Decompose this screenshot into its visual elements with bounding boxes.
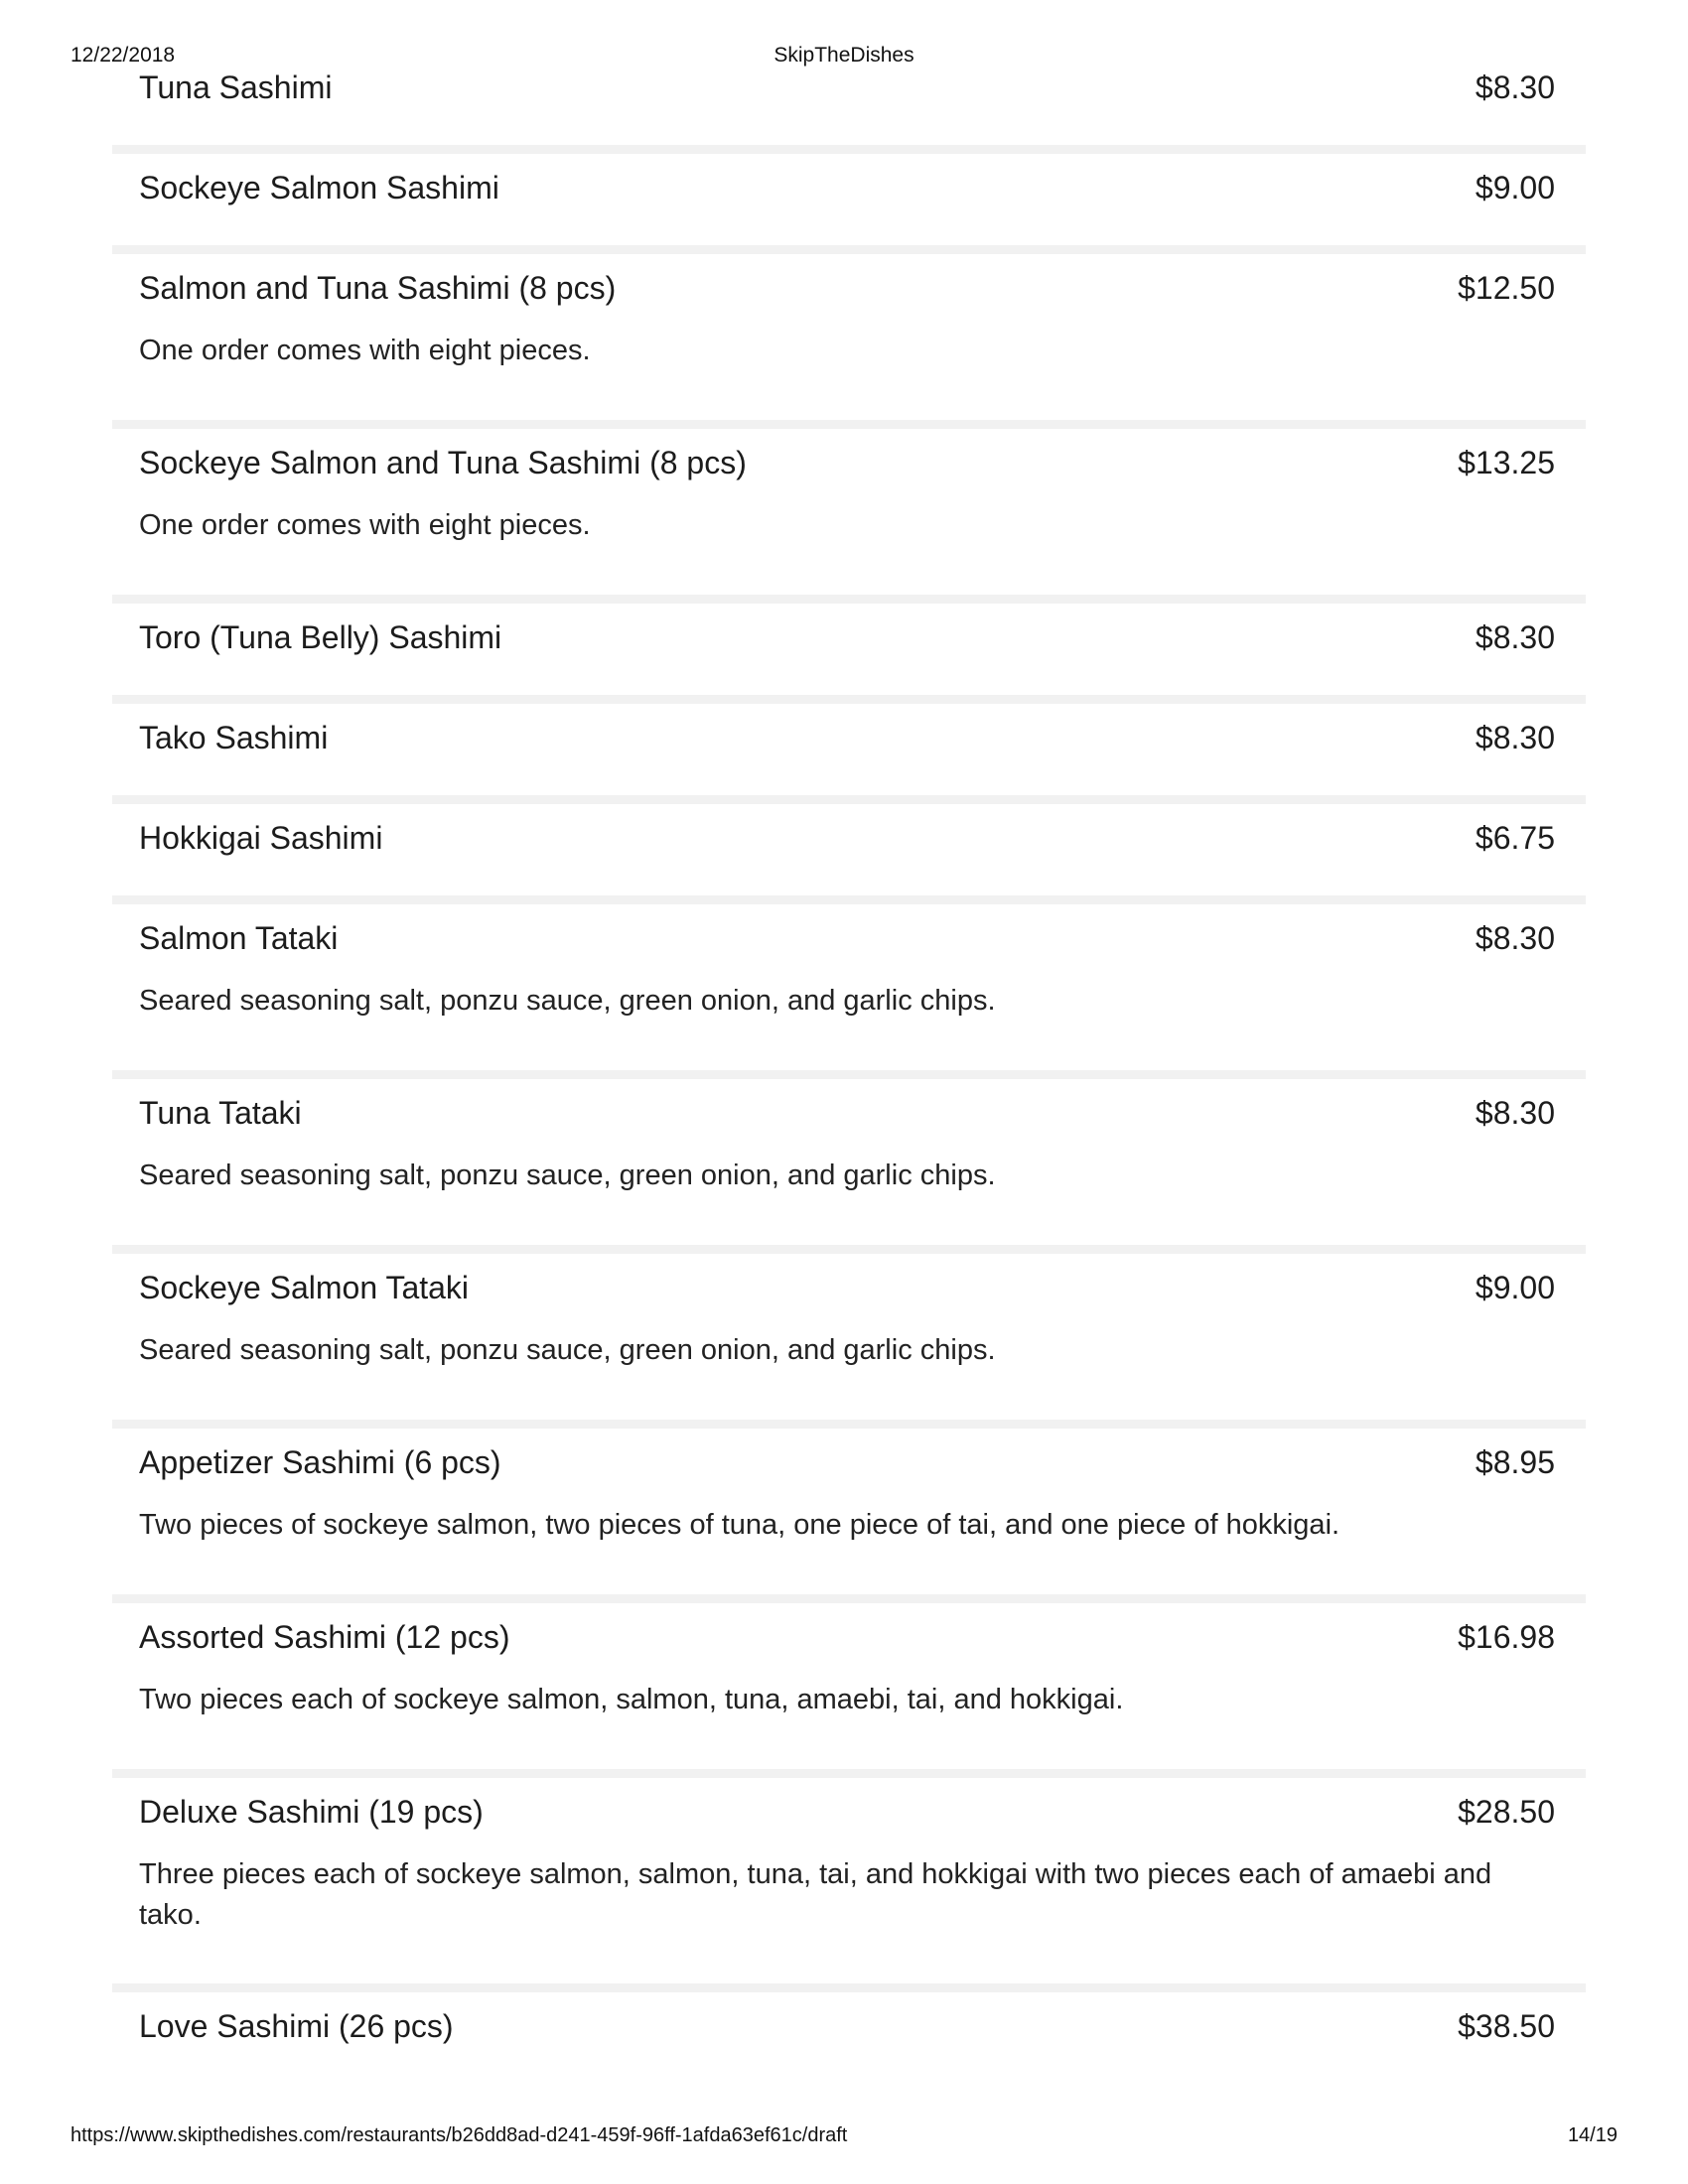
- menu-list: [112, 66, 1586, 2112]
- menu-item-price: $16.98: [1458, 1619, 1555, 1655]
- menu-item-name: Sockeye Salmon Tataki: [139, 1270, 470, 1305]
- menu-item-name: Assorted Sashimi (12 pcs): [139, 1619, 510, 1655]
- menu-item-tuna-sashimi[interactable]: [112, 66, 1586, 154]
- menu-item-description: One order comes with eight pieces.: [139, 509, 591, 541]
- print-page-number: 14/19: [1567, 2124, 1618, 2146]
- menu-item-sockeye-salmon-sashimi[interactable]: [112, 154, 1586, 254]
- menu-item-price: $8.30: [1475, 920, 1555, 956]
- menu-item-salmon-and-tuna-sashimi[interactable]: [112, 254, 1586, 429]
- menu-item-salmon-tataki[interactable]: [112, 904, 1586, 1079]
- menu-item-love-sashimi[interactable]: [112, 1992, 1586, 2112]
- menu-item-description: Two pieces each of sockeye salmon, salmon, tuna, amaebi, tai, and hokkigai.: [139, 1684, 1124, 1715]
- menu-item-name: Salmon Tataki: [139, 920, 339, 956]
- menu-item-name: Tuna Sashimi: [139, 69, 333, 105]
- menu-item-description: One order comes with eight pieces.: [139, 335, 591, 366]
- menu-item-description: Seared seasoning salt, ponzu sauce, green onion, and garlic chips.: [139, 1334, 996, 1366]
- menu-item-name: Toro (Tuna Belly) Sashimi: [139, 619, 502, 655]
- menu-item-description: Seared seasoning salt, ponzu sauce, green onion, and garlic chips.: [139, 1160, 996, 1191]
- menu-item-name: Appetizer Sashimi (6 pcs): [139, 1444, 501, 1480]
- menu-item-name: Love Sashimi (26 pcs): [139, 2008, 454, 2044]
- menu-item-price: $8.30: [1475, 69, 1555, 105]
- menu-item-name: Hokkigai Sashimi: [139, 820, 383, 856]
- menu-item-deluxe-sashimi[interactable]: [112, 1778, 1586, 1992]
- menu-item-price: $8.30: [1475, 720, 1555, 755]
- print-url: https://www.skipthedishes.com/restaurants/b26dd8ad-d241-459f-96ff-1afda63ef61c/draft: [70, 2124, 848, 2146]
- menu-item-appetizer-sashimi[interactable]: [112, 1429, 1586, 1603]
- menu-item-price: $8.30: [1475, 1095, 1555, 1131]
- menu-item-price: $8.95: [1475, 1444, 1555, 1480]
- menu-item-assorted-sashimi[interactable]: [112, 1603, 1586, 1778]
- menu-item-name: Deluxe Sashimi (19 pcs): [139, 1794, 484, 1830]
- print-date: 12/22/2018: [70, 44, 176, 67]
- menu-item-hokkigai-sashimi[interactable]: [112, 804, 1586, 904]
- menu-item-sockeye-salmon-tataki[interactable]: [112, 1254, 1586, 1429]
- menu-item-tuna-tataki[interactable]: [112, 1079, 1586, 1254]
- menu-item-name: Sockeye Salmon and Tuna Sashimi (8 pcs): [139, 445, 747, 480]
- menu-item-toro-sashimi[interactable]: [112, 604, 1586, 704]
- menu-item-name: Tuna Tataki: [139, 1095, 302, 1131]
- menu-item-name: Sockeye Salmon Sashimi: [139, 170, 499, 205]
- menu-item-tako-sashimi[interactable]: [112, 704, 1586, 804]
- menu-item-description: Three pieces each of sockeye salmon, salmon, tuna, tai, and hokkigai with two pieces each of amaebi and tako.: [139, 1858, 1492, 1931]
- menu-item-name: Salmon and Tuna Sashimi (8 pcs): [139, 270, 617, 306]
- menu-item-price: $9.00: [1475, 170, 1555, 205]
- menu-item-price: $8.30: [1475, 619, 1555, 655]
- print-site-title: SkipTheDishes: [774, 44, 914, 67]
- menu-item-price: $38.50: [1458, 2008, 1555, 2044]
- menu-item-description: Seared seasoning salt, ponzu sauce, green onion, and garlic chips.: [139, 985, 996, 1017]
- menu-item-sockeye-salmon-and-tuna-sashimi[interactable]: [112, 429, 1586, 604]
- menu-item-name: Tako Sashimi: [139, 720, 329, 755]
- menu-item-price: $6.75: [1475, 820, 1555, 856]
- menu-item-price: $28.50: [1458, 1794, 1555, 1830]
- print-footer: [70, 2124, 1618, 2150]
- menu-item-price: $9.00: [1475, 1270, 1555, 1305]
- menu-item-price: $12.50: [1458, 270, 1555, 306]
- menu-item-description: Two pieces of sockeye salmon, two pieces of tuna, one piece of tai, and one piece of hokkigai.: [139, 1509, 1340, 1541]
- menu-item-price: $13.25: [1458, 445, 1555, 480]
